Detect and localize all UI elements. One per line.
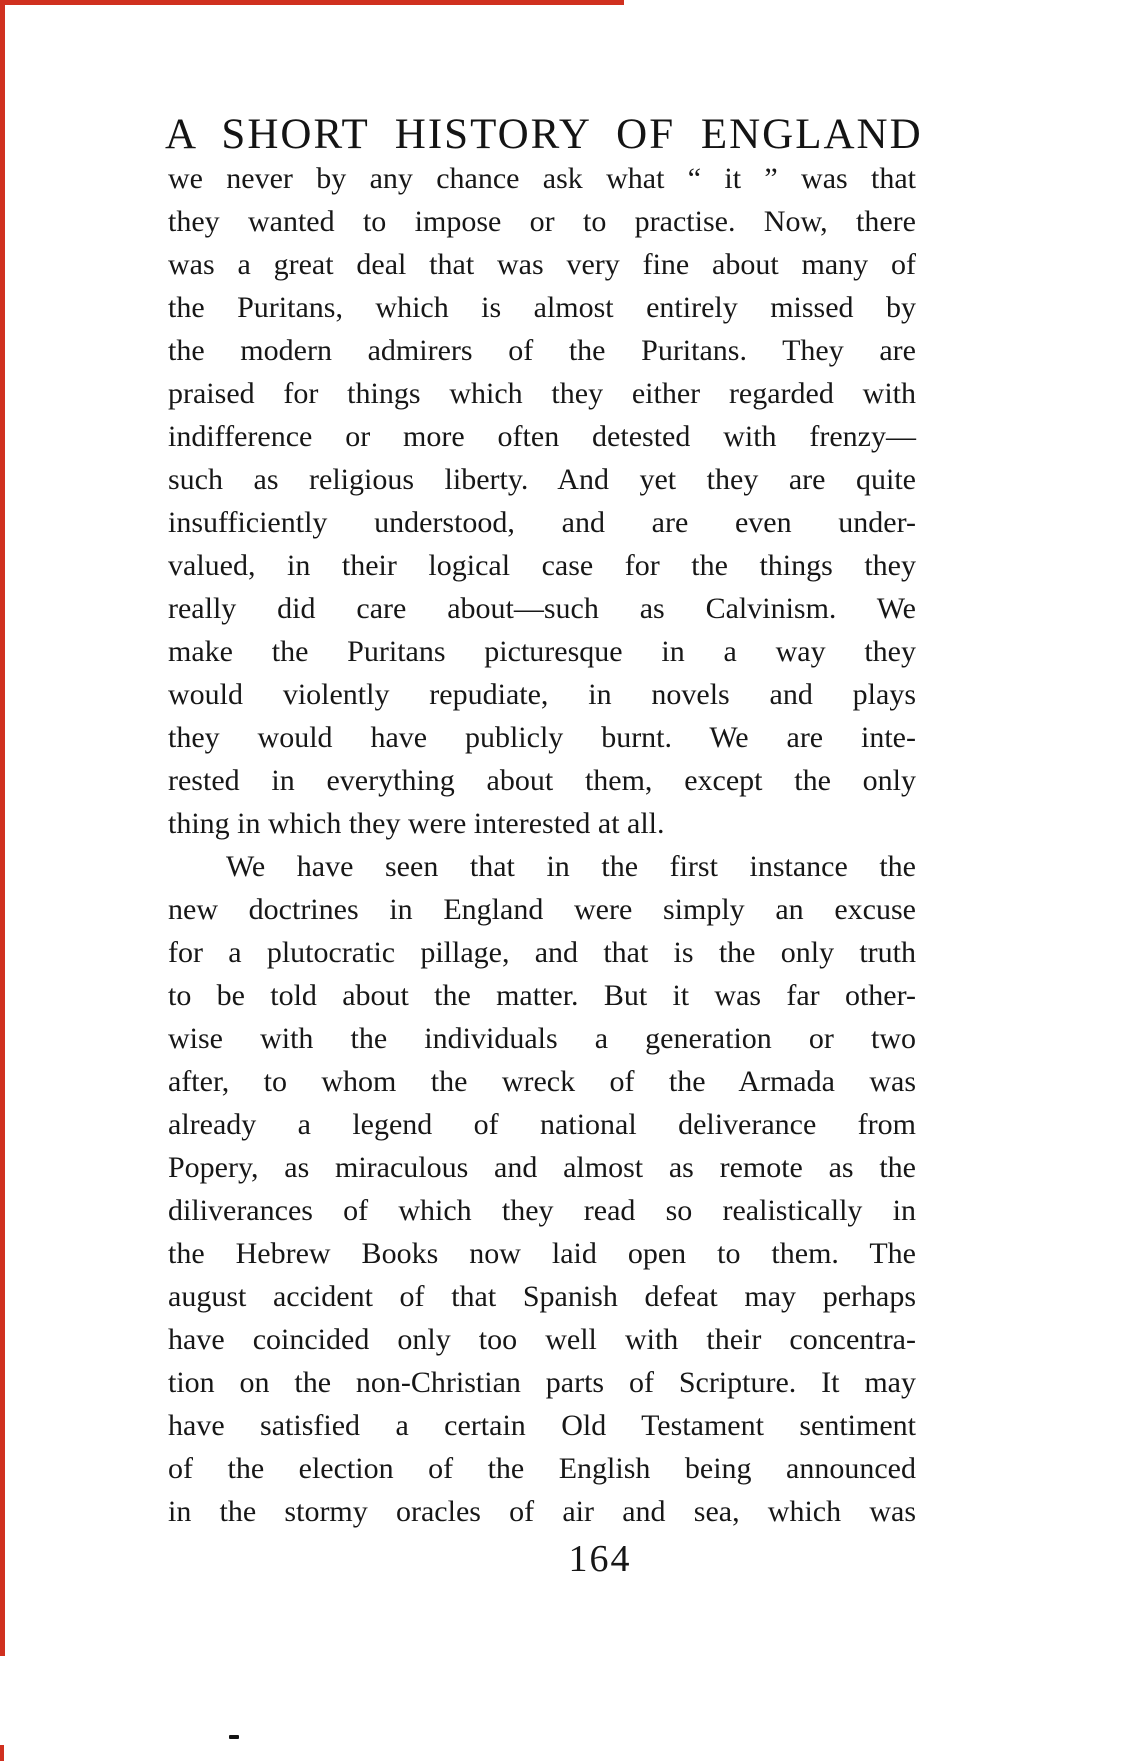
text-line: for a plutocratic pillage, and that is the only truth <box>168 936 916 969</box>
text-line: the Hebrew Books now laid open to them. The <box>168 1237 916 1270</box>
body-text <box>168 157 916 1533</box>
text-line: in the stormy oracles of air and sea, which was <box>168 1495 916 1528</box>
scan-edge-left-red-line <box>0 0 5 1656</box>
text-line: really did care about—such as Calvinism. We <box>168 592 916 625</box>
text-line: they wanted to impose or to practise. Now, there <box>168 205 916 238</box>
text-line: the Puritans, which is almost entirely missed by <box>168 291 916 324</box>
text-line: we never by any chance ask what “ it ” was that <box>168 162 916 195</box>
ink-speck <box>229 1735 239 1739</box>
page-number: 164 <box>568 1538 632 1580</box>
text-line: Popery, as miraculous and almost as remote as the <box>168 1151 916 1184</box>
text-line: after, to whom the wreck of the Armada was <box>168 1065 916 1098</box>
text-line: new doctrines in England were simply an excuse <box>168 893 916 926</box>
scan-edge-bottom-red-tick <box>0 1745 4 1761</box>
text-line: already a legend of national deliverance from <box>168 1108 916 1141</box>
text-line: indifference or more often detested with frenzy— <box>168 420 916 453</box>
text-line: was a great deal that was very fine about many of <box>168 248 916 281</box>
running-head-title: A SHORT HISTORY OF ENGLAND <box>165 111 923 158</box>
text-line: We have seen that in the first instance the <box>226 850 916 883</box>
text-line: such as religious liberty. And yet they are quite <box>168 463 916 496</box>
text-line: have coincided only too well with their concentra- <box>168 1323 916 1356</box>
text-line: diliverances of which they read so realistically in <box>168 1194 916 1227</box>
text-line: valued, in their logical case for the things they <box>168 549 916 582</box>
text-line: wise with the individuals a generation or two <box>168 1022 916 1055</box>
text-line: have satisfied a certain Old Testament sentiment <box>168 1409 916 1442</box>
text-line: to be told about the matter. But it was far other- <box>168 979 916 1012</box>
text-line: they would have publicly burnt. We are inte- <box>168 721 916 754</box>
text-line: the modern admirers of the Puritans. They are <box>168 334 916 367</box>
text-line: thing in which they were interested at all. <box>168 807 665 840</box>
scan-edge-top-red-line <box>0 0 624 5</box>
text-line: august accident of that Spanish defeat may perhaps <box>168 1280 916 1313</box>
text-line: make the Puritans picturesque in a way they <box>168 635 916 668</box>
text-line: insufficiently understood, and are even under- <box>168 506 916 539</box>
text-line: rested in everything about them, except the only <box>168 764 916 797</box>
text-line: would violently repudiate, in novels and plays <box>168 678 916 711</box>
text-line: tion on the non-Christian parts of Scripture. It may <box>168 1366 916 1399</box>
text-line: praised for things which they either regarded with <box>168 377 916 410</box>
text-line: of the election of the English being announced <box>168 1452 916 1485</box>
